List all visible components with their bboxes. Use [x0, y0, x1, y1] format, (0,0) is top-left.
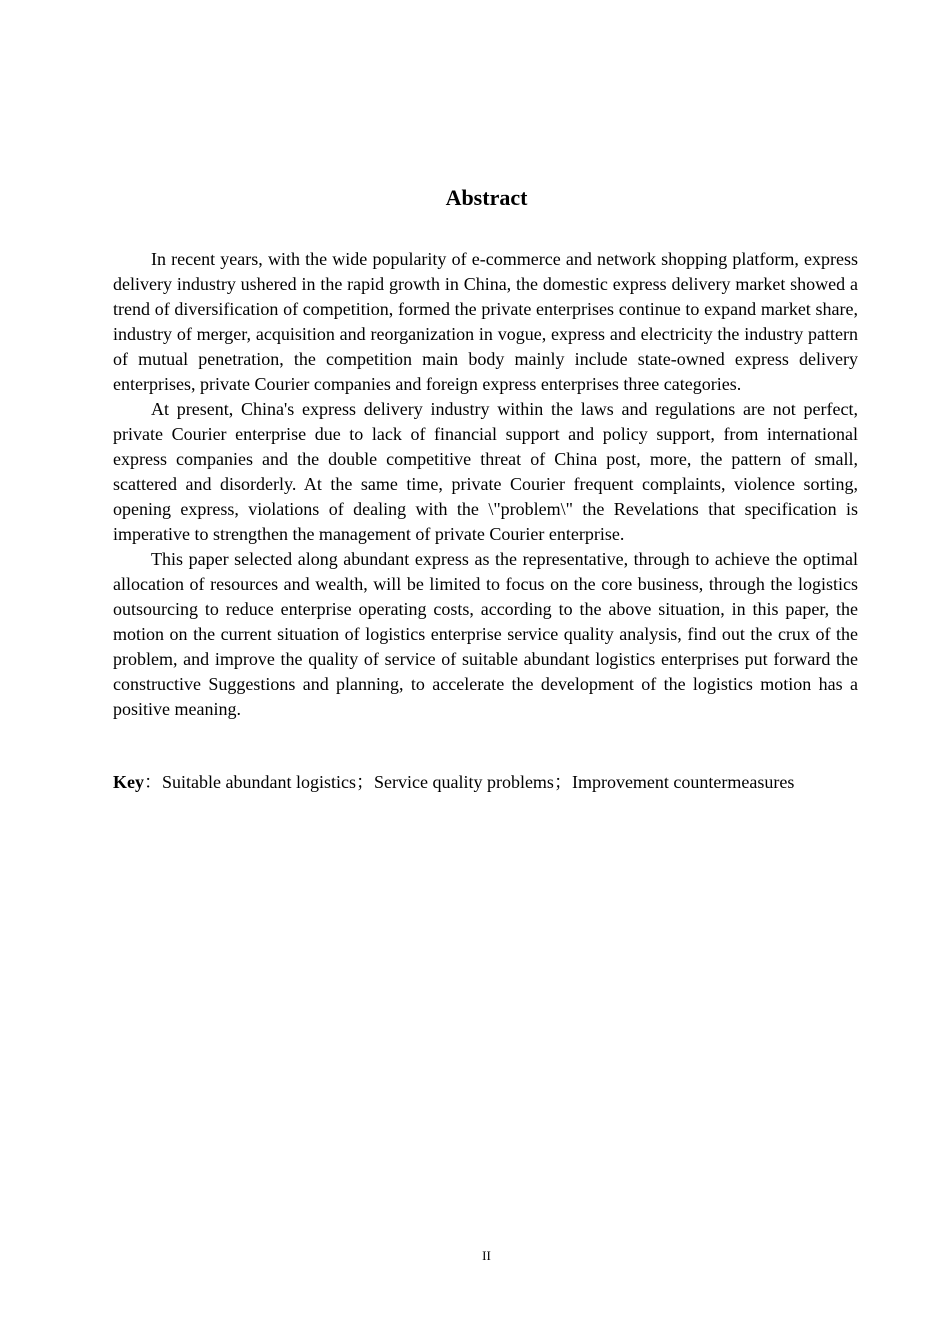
- keyword-separator-2: ；: [553, 772, 572, 792]
- keywords-label: Key: [113, 772, 144, 792]
- abstract-paragraph-1: In recent years, with the wide popularity of e-commerce and network shopping platform, express delivery industry ushered in the rapid growth in China, the domestic express delivery market showed a trend of diversification of competition, formed the private enterprises continue to expand market share, industry of merger, acquisition and reorganization in vogue, express and electricity the industry pattern of mutual penetration, the competition main body mainly include state-owned express delivery enterprises, private Courier companies and foreign express enterprises three categories.: [113, 249, 858, 394]
- page-number: II: [482, 1248, 491, 1263]
- abstract-paragraph-2: At present, China's express delivery industry within the laws and regulations are not perfect, private Courier enterprise due to lack of financial support and policy support, from international express companies and the double competitive threat of China post, more, the pattern of small, scattered and disorderly. At the same time, private Courier frequent complaints, violence sorting, opening express, violations of dealing with the \"problem\" the Revelations that specification is imperative to strengthen the management of private Courier enterprise.: [113, 399, 858, 544]
- keyword-1: Suitable abundant logistics: [162, 772, 356, 792]
- page-title: Abstract: [445, 185, 528, 210]
- keywords-label-separator: ：: [144, 772, 162, 792]
- keyword-2: Service quality problems: [373, 772, 554, 792]
- keyword-3: Improvement countermeasures: [571, 772, 795, 792]
- keyword-separator-1: ；: [355, 772, 374, 792]
- abstract-paragraph-3: This paper selected along abundant express as the representative, through to achieve the optimal allocation of resources and wealth, will be limited to focus on the core business, through the logistics outsourcing to reduce enterprise operating costs, according to the above situation, in this paper, the motion on the current situation of logistics enterprise service quality analysis, find out the crux of the problem, and improve the quality of service of suitable abundant logistics enterprises put forward the constructive Suggestions and planning, to accelerate the development of the logistics motion has a positive meaning.: [113, 549, 858, 719]
- keywords-line: [113, 770, 873, 795]
- abstract-body: [113, 247, 858, 722]
